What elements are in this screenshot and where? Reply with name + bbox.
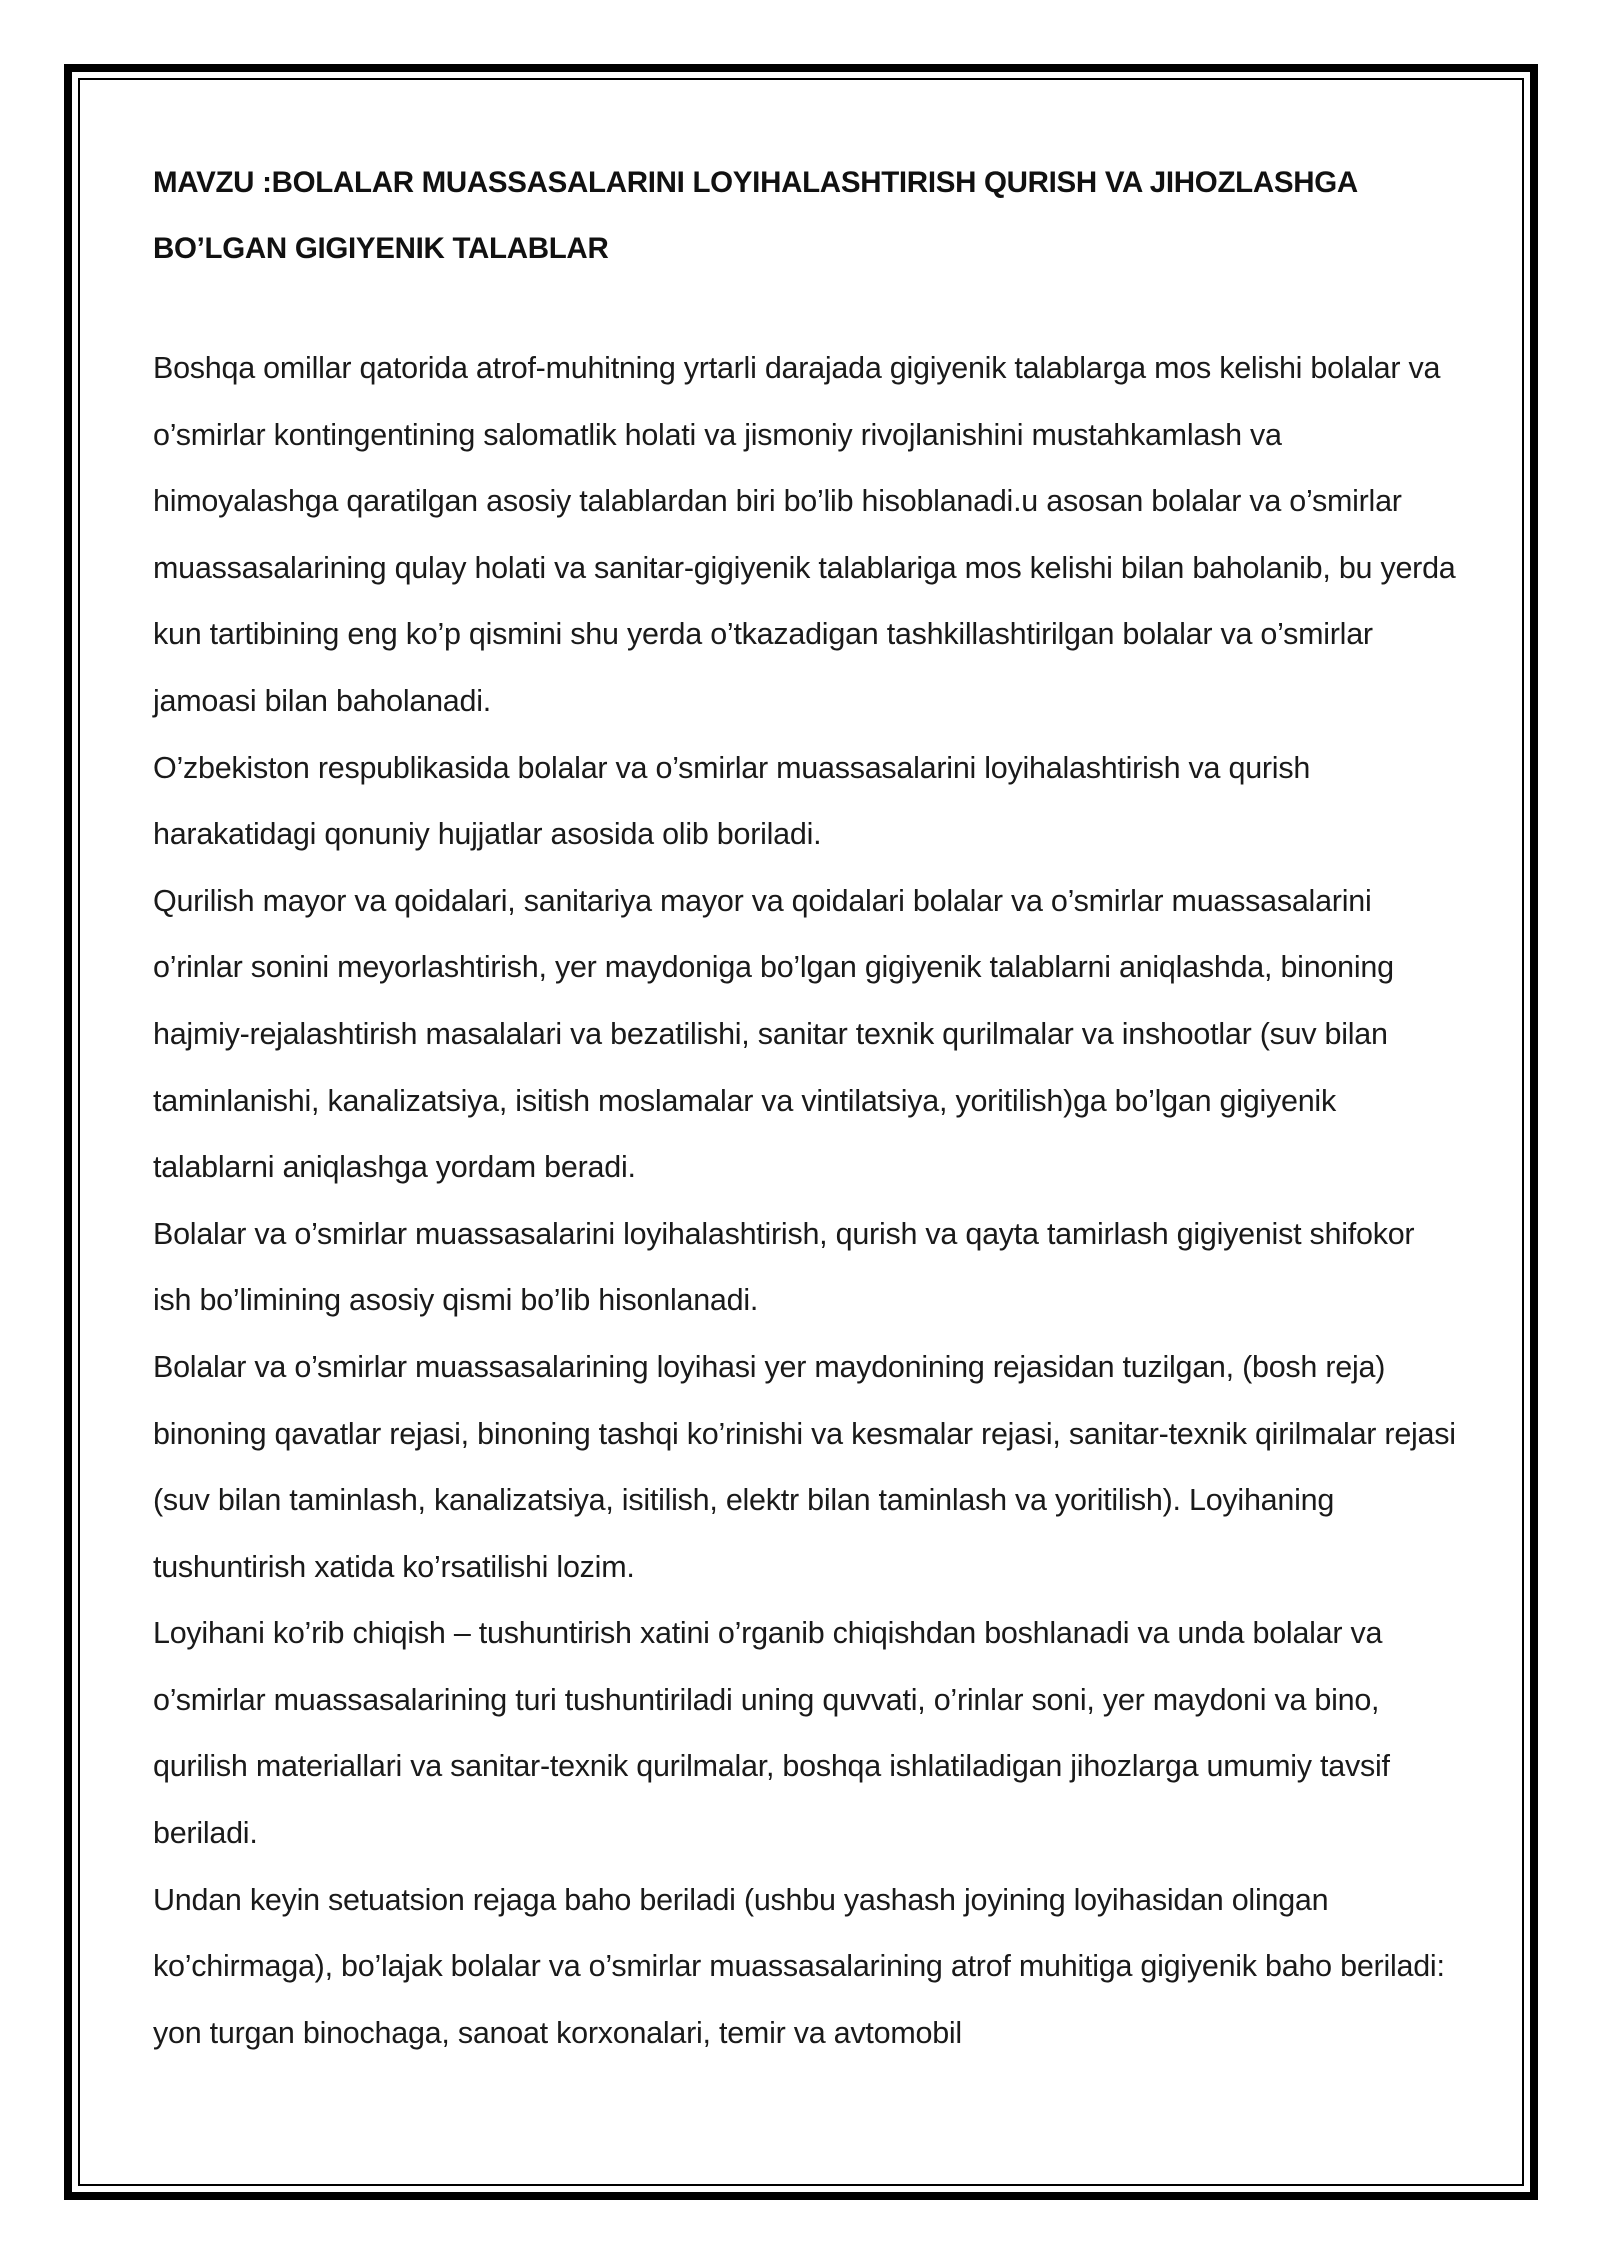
paragraph-1: Boshqa omillar qatorida atrof-muhitning yrtarli darajada gigiyenik talablarga mos kelishi bolalar va o’smirlar kontingentining salomatlik holati va jismoniy rivojlanishini mustahkamlash va himoyalashga qaratilgan asosiy talablardan biri bo’lib hisoblanadi.u asosan bolalar va o’smirlar muassasalarining qulay holati va sanitar-gigiyenik talablariga mos kelishi bilan baholanib, bu yerda kun tartibining eng ko’p qismini shu yerda o’tkazadigan tashkillashtirilgan bolalar va o’smirlar jamoasi bilan baholanadi. <box>153 351 1456 718</box>
document-title: MAVZU :BOLALAR MUASSASALARINI LOYIHALASHTIRISH QURISH VA JIHOZLASHGA BO’LGAN GIGIYENIK TALABLAR <box>153 166 1357 265</box>
paragraph-2: O’zbekiston respublikasida bolalar va o’smirlar muassasalarini loyihalashtirish va qurish harakatidagi qonuniy hujjatlar asosida olib boriladi. <box>153 750 1311 852</box>
paragraph-4: Bolalar va o’smirlar muassasalarini loyihalashtirish, qurish va qayta tamirlash gigiyenist shifokor ish bo’limining asosiy qismi bo’lib hisonlanadi. <box>153 1216 1415 1318</box>
paragraph-7: Undan keyin setuatsion rejaga baho beriladi (ushbu yashash joyining loyihasidan olingan ko’chirmaga), bo’lajak bolalar va o’smirlar muassasalarining atrof muhitiga gigiyenik baho beriladi: yon turgan binochaga, sanoat korxonalari, temir va avtomobil <box>153 1882 1445 2050</box>
paragraph-3: Qurilish mayor va qoidalari, sanitariya mayor va qoidalari bolalar va o’smirlar muassasalarini o’rinlar sonini meyorlashtirish, yer maydoniga bo’lgan gigiyenik talablarni aniqlashda, binoning hajmiy-rejalashtirish masalalari va bezatilishi, sanitar texnik qurilmalar va inshootlar (suv bilan taminlanishi, kanalizatsiya, isitish moslamalar va vintilatsiya, yoritilish)ga bo’lgan gigiyenik talablarni aniqlashga yordam beradi. <box>153 883 1394 1185</box>
paragraph-5: Bolalar va o’smirlar muassasalarining loyihasi yer maydonining rejasidan tuzilgan, (bosh reja) binoning qavatlar rejasi, binoning tashqi ko’rinishi va kesmalar rejasi, sanitar-texnik qirilmalar rejasi (suv bilan taminlash, kanalizatsiya, isitilish, elektr bilan taminlash va yoritilish). Loyihaning tushuntirish xatida ko’rsatilishi lozim. <box>153 1349 1456 1584</box>
document-text <box>153 335 1458 2066</box>
document-body <box>153 150 1458 2066</box>
paragraph-6: Loyihani ko’rib chiqish – tushuntirish xatini o’rganib chiqishdan boshlanadi va unda bolalar va o’smirlar muassasalarining turi tushuntiriladi uning quvvati, o’rinlar soni, yer maydoni va bino, qurilish materiallari va sanitar-texnik qurilmalar, boshqa ishlatiladigan jihozlarga umumiy tavsif beriladi. <box>153 1616 1390 1851</box>
